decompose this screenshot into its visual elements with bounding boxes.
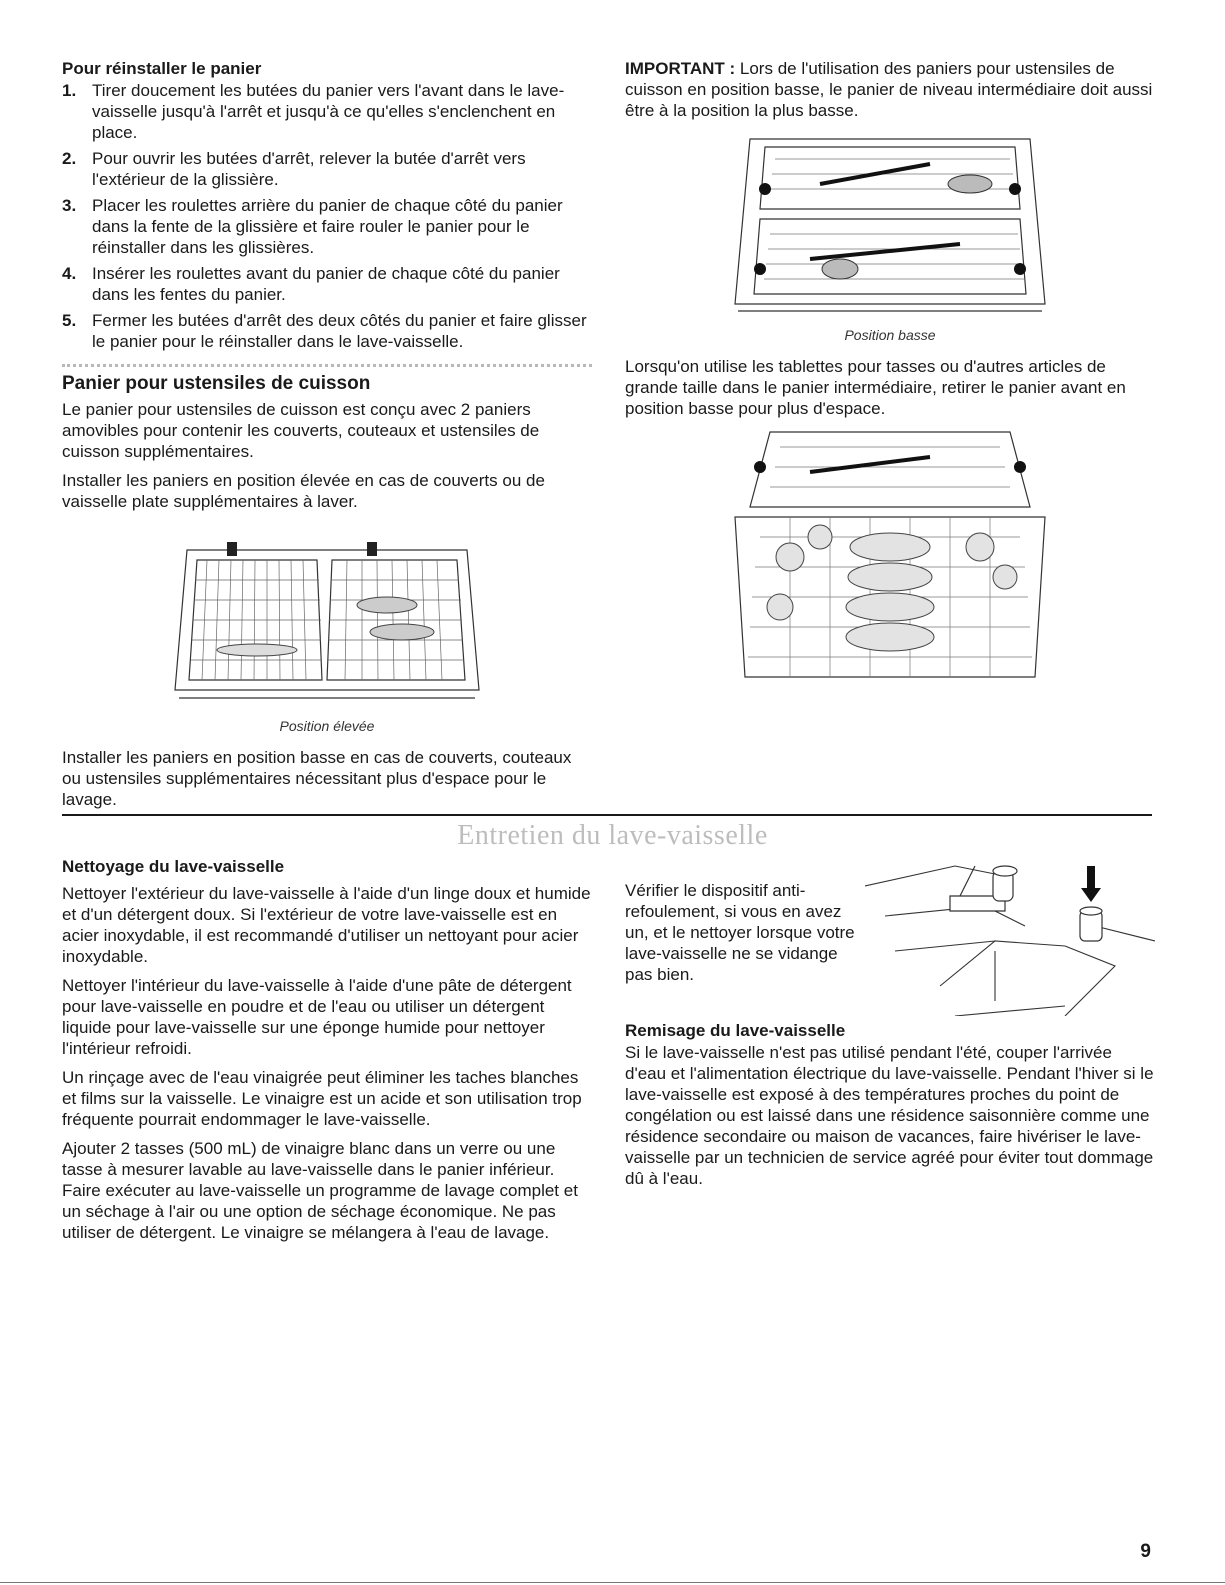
step-text: Insérer les roulettes avant du panier de chaque côté du panier dans les fentes du panier. <box>92 264 560 304</box>
section-rule <box>62 814 1152 816</box>
step-number: 4. <box>62 264 77 283</box>
step-item <box>62 195 592 258</box>
step-number: 2. <box>62 149 77 168</box>
step-number: 1. <box>62 81 77 100</box>
storage-paragraph: Si le lave-vaisselle n'est pas utilisé pendant l'été, couper l'arrivée d'eau et l'alimentation électrique du lave-vaisselle. Pendant l'hiver si le lave-vaisselle est exposé à des températures proches du point de congélation ou est laissé dans une résidence saisonnière comme une résidence secondaire ou maison de vacances, faire hivériser le lave-vaisselle par un technicien de service agréé pour éviter tout dommage dû à l'eau. <box>625 1043 1154 1188</box>
cleaning-paragraph: Nettoyer l'extérieur du lave-vaisselle à l'aide d'un linge doux et humide et d'un détergent doux. Si l'extérieur de votre lave-vaisselle est en acier inoxydable, il est recommandé d'utiliser un nettoyant pour acier inoxydable. <box>62 884 591 966</box>
important-label: IMPORTANT : <box>625 59 736 78</box>
anti-backflow-text: Vérifier le dispositif anti-refoulement, si vous en avez un, et le nettoyer lorsque votre lave-vaisselle ne se vidange pas bien. <box>625 881 855 984</box>
cleaning-paragraph: Nettoyer l'intérieur du lave-vaisselle à l'aide d'une pâte de détergent pour lave-vaisselle en poudre et de l'eau ou utiliser un détergent liquide pour lave-vaisselle sur une éponge humide pour nettoyer l'intérieur refroidi. <box>62 976 572 1058</box>
important-note <box>625 58 1155 121</box>
cookware-intro-paragraph: Le panier pour ustensiles de cuisson est conçu avec 2 paniers amovibles pour contenir les couverts, couteaux et ustensiles de cuisson supplémentaires. <box>62 400 540 461</box>
right-column <box>625 58 1155 692</box>
important-text: Lors de l'utilisation des paniers pour ustensiles de cuisson en position basse, le panier de niveau intermédiaire doit aussi être à la position la plus basse. <box>625 59 1153 120</box>
reinstall-steps <box>62 80 592 352</box>
cleaning-heading: Nettoyage du lave-vaisselle <box>62 857 285 876</box>
step-text: Tirer doucement les butées du panier vers l'avant dans le lave-vaisselle jusqu'à l'arrêt et jusqu'à ce qu'elles s'enclenchent en place. <box>92 81 565 142</box>
step-text: Fermer les butées d'arrêt des deux côtés du panier et faire glisser le panier pour le réinstaller dans le lave-vaisselle. <box>92 311 587 351</box>
dishwasher-rack-illustration <box>730 427 1050 692</box>
storage-heading: Remisage du lave-vaisselle <box>625 1021 846 1040</box>
raised-position-caption: Position élevée <box>279 718 375 734</box>
raised-position-paragraph: Installer les paniers en position élevée en cas de couverts ou de vaisselle plate supplémentaires à laver. <box>62 471 545 511</box>
step-text: Pour ouvrir les butées d'arrêt, relever la butée d'arrêt vers l'extérieur de la glissière. <box>92 149 526 189</box>
step-item <box>62 310 592 352</box>
left-column <box>62 58 592 818</box>
step-text: Placer les roulettes arrière du panier de chaque côté du panier dans la fente de la glissière et faire rouler le panier pour le réinstaller dans les glissières. <box>92 196 563 257</box>
low-position-paragraph: Installer les paniers en position basse en cas de couverts, couteaux ou ustensiles supplémentaires nécessitant plus d'espace pour le lavage. <box>62 748 572 809</box>
cleaning-paragraph: Ajouter 2 tasses (500 mL) de vinaigre blanc dans un verre ou une tasse à mesurer lavable au lave-vaisselle dans le panier inférieur. Faire exécuter au lave-vaisselle un programme de lavage complet et un séchage à l'air ou une option de séchage économique. Ne pas utiliser de détergent. Le vinaigre se mélangera à l'eau de lavage. <box>62 1139 578 1242</box>
step-item <box>62 80 592 143</box>
raised-basket-illustration <box>167 520 487 710</box>
section-divider <box>62 364 592 367</box>
cleaning-paragraph: Un rinçage avec de l'eau vinaigrée peut éliminer les taches blanches et films sur la vaisselle. Le vinaigre est un acide et son utilisation trop fréquente pourrait endommager le lave-vaisselle. <box>62 1068 582 1129</box>
reinstall-heading: Pour réinstaller le panier <box>62 59 262 78</box>
step-item <box>62 148 592 190</box>
page-number: 9 <box>1140 1541 1151 1562</box>
maintenance-section-title: Entretien du lave-vaisselle <box>457 820 768 851</box>
cookware-basket-heading: Panier pour ustensiles de cuisson <box>62 373 371 394</box>
page-bottom-line <box>0 1582 1225 1583</box>
anti-backflow-illustration <box>865 856 1155 1016</box>
step-number: 3. <box>62 196 77 215</box>
cleaning-column <box>62 856 592 1251</box>
storage-column <box>625 856 1155 1197</box>
step-item <box>62 263 592 305</box>
low-basket-illustration <box>730 129 1050 319</box>
low-position-tip-paragraph: Lorsqu'on utilise les tablettes pour tasses ou d'autres articles de grande taille dans le panier intermédiaire, retirer le panier avant en position basse pour plus d'espace. <box>625 357 1126 418</box>
low-position-caption: Position basse <box>844 327 936 343</box>
step-number: 5. <box>62 311 77 330</box>
